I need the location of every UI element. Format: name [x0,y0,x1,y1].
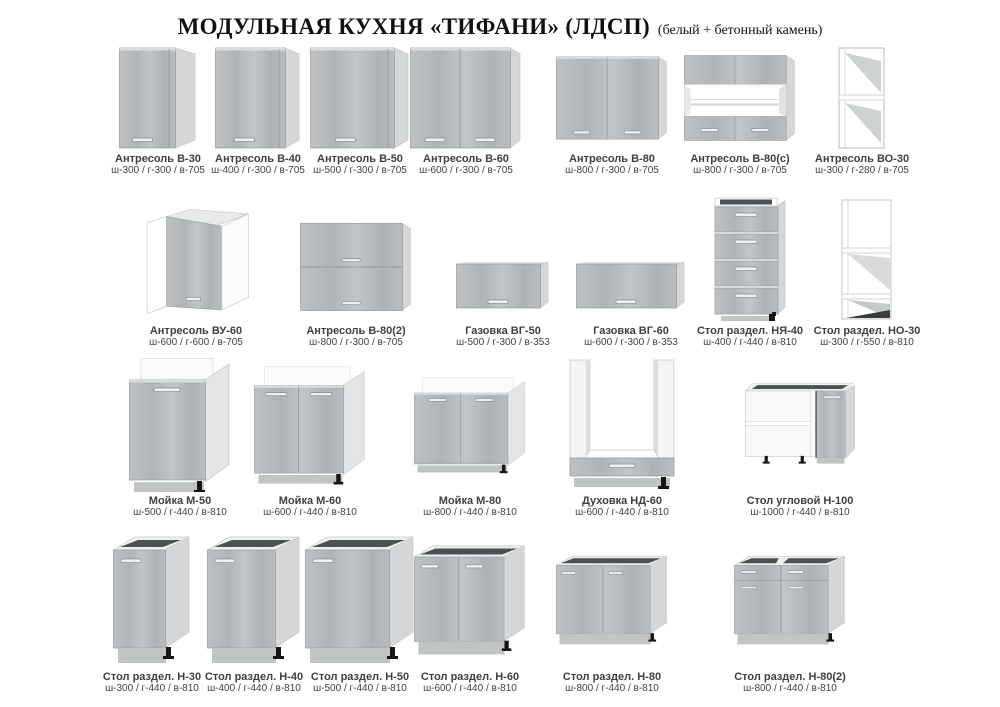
cabinet-card-n30 [96,534,208,695]
cabinet-name: Мойка М-50 [148,495,212,507]
cabinet-dims: ш-800 / г-300 / в-705 [309,337,403,348]
cabinet-illustration-m60 [254,358,366,492]
cabinet-name: Стол раздел. Н-40 [204,671,304,683]
cabinet-illustration-n100 [744,358,856,492]
cabinet-name: Стол раздел. Н-30 [102,671,202,683]
cabinet-dims: ш-600 / г-440 / в-810 [575,507,669,518]
cabinet-name: Стол раздел. Н-80(2) [734,671,846,683]
cabinet-dims: ш-500 / г-300 / в-353 [456,337,550,348]
cabinet-card-n40 [198,534,310,695]
cabinet-card-n50 [304,534,416,695]
cabinet-card-m80 [414,358,526,519]
cabinet-dims: ш-600 / г-300 / в-353 [584,337,678,348]
cabinet-illustration-n60 [414,534,526,668]
cabinet-name: Мойка М-80 [438,495,502,507]
cabinet-card-nya40 [694,198,806,349]
cabinet-card-n100 [744,358,856,519]
cabinet-card-vo30 [806,46,918,177]
cabinet-illustration-vo30 [806,46,918,150]
cabinet-dims: ш-300 / г-550 / в-810 [820,337,914,348]
cabinet-name: Антресоль В-40 [215,153,301,165]
cabinet-dims: ш-600 / г-440 / в-810 [263,507,357,518]
cabinet-name: Стол раздел. НО-30 [813,325,921,337]
cabinet-card-v50 [304,46,416,177]
cabinet-illustration-no30 [811,198,923,322]
cabinet-illustration-n80 [556,534,668,668]
cabinet-name: Антресоль В-80(с) [690,153,790,165]
cabinet-illustration-v80 [556,46,668,150]
cabinet-name: Стол раздел. Н-50 [310,671,410,683]
cabinet-dims: ш-300 / г-440 / в-810 [105,683,199,694]
cabinet-name: Стол раздел. НЯ-40 [696,325,804,337]
cabinet-dims: ш-1000 / г-440 / в-810 [750,507,850,518]
cabinet-card-m60 [254,358,366,519]
cabinet-illustration-nya40 [694,198,806,322]
cabinet-dims: ш-800 / г-300 / в-705 [565,165,659,176]
cabinet-name: Антресоль В-80 [569,153,655,165]
cabinet-dims: ш-500 / г-440 / в-810 [313,683,407,694]
cabinet-card-no30 [811,198,923,349]
cabinet-dims: ш-800 / г-440 / в-810 [743,683,837,694]
catalog-title: МОДУЛЬНАЯ КУХНЯ «ТИФАНИ» (ЛДСП) [177,14,650,39]
cabinet-card-v30 [102,46,214,177]
cabinet-card-v802 [300,198,412,349]
cabinet-name: Антресоль В-80(2) [306,325,406,337]
cabinet-illustration-v80s [684,46,796,150]
cabinet-illustration-m80 [414,358,526,492]
catalog-subtitle: (белый + бетонный камень) [657,23,823,38]
cabinet-card-vu60 [140,198,252,349]
cabinet-dims: ш-400 / г-300 / в-705 [211,165,305,176]
cabinet-dims: ш-400 / г-440 / в-810 [207,683,301,694]
cabinet-illustration-n30 [96,534,208,668]
cabinet-illustration-v60 [410,46,522,150]
cabinet-dims: ш-300 / г-300 / в-705 [111,165,205,176]
cabinet-name: Стол угловой Н-100 [746,495,854,507]
cabinet-card-m50 [124,358,236,519]
cabinet-card-vg60 [575,198,687,349]
cabinet-name: Антресоль В-60 [423,153,509,165]
cabinet-illustration-vu60 [140,198,252,322]
cabinet-dims: ш-800 / г-440 / в-810 [423,507,517,518]
cabinet-card-v80 [556,46,668,177]
cabinet-name: Стол раздел. Н-80 [562,671,662,683]
cabinet-card-n60 [414,534,526,695]
cabinet-illustration-nd60 [566,358,678,492]
cabinet-dims: ш-600 / г-440 / в-810 [423,683,517,694]
cabinet-card-vg50 [447,198,559,349]
cabinet-name: Антресоль ВО-30 [814,153,910,165]
cabinet-name: Антресоль ВУ-60 [149,325,243,337]
cabinet-illustration-n50 [304,534,416,668]
cabinet-card-n802 [734,534,846,695]
cabinet-dims: ш-600 / г-600 / в-705 [149,337,243,348]
cabinet-illustration-v802 [300,198,412,322]
cabinet-illustration-v40 [202,46,314,150]
cabinet-card-n80 [556,534,668,695]
cabinet-name: Газовка ВГ-60 [593,325,669,337]
cabinet-illustration-m50 [124,358,236,492]
cabinet-card-nd60 [566,358,678,519]
cabinet-name: Антресоль В-50 [317,153,403,165]
cabinet-name: Антресоль В-30 [115,153,201,165]
cabinet-dims: ш-400 / г-440 / в-810 [703,337,797,348]
cabinet-dims: ш-800 / г-440 / в-810 [565,683,659,694]
cabinet-illustration-v50 [304,46,416,150]
cabinet-name: Стол раздел. Н-60 [420,671,520,683]
cabinet-dims: ш-500 / г-300 / в-705 [313,165,407,176]
cabinet-illustration-n802 [734,534,846,668]
cabinet-illustration-vg50 [447,198,559,322]
cabinet-name: Мойка М-60 [278,495,342,507]
cabinet-dims: ш-600 / г-300 / в-705 [419,165,513,176]
cabinet-card-v60 [410,46,522,177]
cabinet-card-v40 [202,46,314,177]
cabinet-illustration-v30 [102,46,214,150]
cabinet-card-v80s [684,46,796,177]
cabinet-illustration-vg60 [575,198,687,322]
cabinet-illustration-n40 [198,534,310,668]
cabinet-name: Духовка НД-60 [582,495,662,507]
cabinet-dims: ш-500 / г-440 / в-810 [133,507,227,518]
cabinet-dims: ш-300 / г-280 / в-705 [815,165,909,176]
cabinet-name: Газовка ВГ-50 [465,325,541,337]
page-title [0,14,1000,40]
cabinet-dims: ш-800 / г-300 / в-705 [693,165,787,176]
